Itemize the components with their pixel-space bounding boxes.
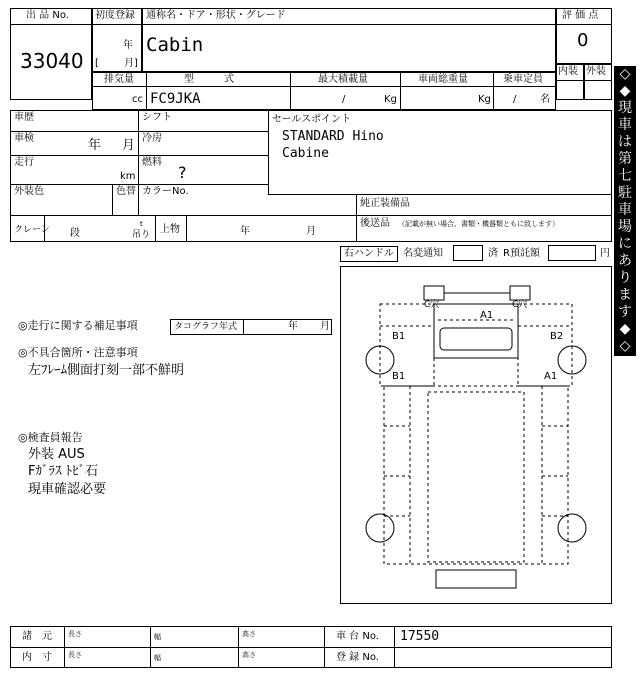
height-label: 高さ <box>242 630 256 638</box>
upper-label: 上物 <box>160 224 180 235</box>
tachograph-label: タコグラフ年式 <box>174 322 238 332</box>
reg-label: 登 録 No. <box>336 652 379 663</box>
inspector-line1: 外装 AUS <box>28 447 85 462</box>
displacement-unit: cc <box>132 94 143 105</box>
divider <box>290 72 291 110</box>
tax-mark: 済 <box>488 248 498 259</box>
divider <box>324 626 325 668</box>
divider <box>10 131 268 132</box>
name-change-field <box>453 245 483 261</box>
diagram-label-b2-right: B2 <box>550 331 564 342</box>
divider <box>356 194 612 195</box>
divider <box>243 319 244 335</box>
upper-month: 月 <box>306 226 316 237</box>
later-note: （記載が無い場合、書類・機器類ともに致します） <box>398 220 559 228</box>
inspection-month: 月 <box>122 138 136 153</box>
banner-char: 車 <box>618 117 632 133</box>
color-change-label: 色替 <box>116 186 136 197</box>
divider <box>10 215 612 216</box>
max-load-unit: Kg <box>384 94 397 105</box>
divider <box>150 626 151 668</box>
later-label: 後送品 <box>360 218 390 229</box>
tax-field <box>548 245 596 261</box>
banner-char: 場 <box>618 219 632 235</box>
banner-char: ◇ <box>619 66 631 82</box>
score-label: 評 価 点 <box>562 10 599 21</box>
diagram-label-a1-top: A1 <box>480 310 494 321</box>
inspection-label: 車検 <box>14 133 34 144</box>
tax-label: R預託額 <box>503 248 540 259</box>
banner-char: 駐 <box>618 185 632 201</box>
width-label: 幅 <box>154 654 161 662</box>
score-value: 0 <box>577 30 589 51</box>
divider <box>92 24 142 25</box>
banner-char: に <box>618 236 632 252</box>
divider <box>138 110 139 215</box>
banner-char: 七 <box>618 168 632 184</box>
divider <box>556 80 612 81</box>
first-reg-label: 初度登録 <box>95 10 135 21</box>
divider <box>10 155 268 156</box>
diagram-label-b1-lower: B1 <box>392 371 406 382</box>
banner-char: ま <box>618 287 632 303</box>
dims-label: 諸 元 <box>22 631 52 642</box>
sales-point-line1: STANDARD Hino <box>282 129 384 144</box>
name-label: 通称名・ドア・形状・グレード <box>146 10 286 21</box>
divider <box>10 647 612 648</box>
lot-number: 33040 <box>20 49 84 73</box>
exterior-label: 外装 <box>586 66 606 77</box>
gross-weight-label: 車両総重量 <box>418 74 468 85</box>
fuel-value: ? <box>178 163 187 182</box>
crane-stage: 段 <box>70 228 80 239</box>
banner-char: ◇ <box>619 338 631 354</box>
upper-year: 年 <box>240 226 250 237</box>
sales-point-line2: Cabine <box>282 146 329 161</box>
banner-char: す <box>618 304 632 320</box>
divider <box>556 24 612 25</box>
inspection-year: 年 <box>88 138 102 153</box>
inner-label: 内 寸 <box>22 652 52 663</box>
lot-label: 出 品 No. <box>26 10 69 21</box>
tax-unit: 円 <box>600 248 610 259</box>
vehicle-name: Cabin <box>146 34 204 56</box>
divider <box>146 72 147 110</box>
divider <box>155 215 156 242</box>
banner-char: り <box>618 270 632 286</box>
interior-label: 内装 <box>558 66 578 77</box>
banner-char: 車 <box>618 202 632 218</box>
max-load-value: / <box>342 94 346 105</box>
crane-ton: t <box>140 220 143 228</box>
width-label: 幅 <box>154 633 161 641</box>
chassis-value: 17550 <box>400 629 440 644</box>
ext-color-label: 外装色 <box>14 186 44 197</box>
divider <box>238 626 239 668</box>
truck-diagram <box>340 266 612 604</box>
capacity-value: / <box>513 94 517 105</box>
divider <box>394 626 395 668</box>
capacity-unit: 名 <box>540 94 550 105</box>
driving-title: ◎走行に関する補足事項 <box>18 319 138 332</box>
displacement-label: 排気量 <box>104 74 134 85</box>
inspector-line3: 現車確認必要 <box>28 482 107 497</box>
divider <box>142 24 556 25</box>
banner-char: ◆ <box>619 83 631 99</box>
crane-label: クレーン <box>14 225 50 235</box>
divider <box>493 72 494 110</box>
mileage-unit: km <box>120 171 136 182</box>
history-label: 車歴 <box>14 112 34 123</box>
divider <box>112 184 113 215</box>
divider <box>400 72 401 110</box>
divider <box>186 215 187 242</box>
divider <box>92 86 556 87</box>
divider <box>268 194 356 195</box>
divider <box>10 184 268 185</box>
banner-char: あ <box>618 253 632 269</box>
tachograph-month: 月 <box>320 321 330 332</box>
model-label: 型 式 <box>184 74 234 85</box>
capacity-label: 乗車定員 <box>503 74 543 85</box>
divider <box>268 110 269 194</box>
diagram-label-c-left: C穴 <box>424 300 440 310</box>
divider <box>10 24 92 25</box>
name-change-label: 名変通知 <box>403 248 443 259</box>
tachograph-year: 年 <box>288 321 298 332</box>
divider <box>44 215 45 242</box>
first-reg-month: 月] <box>124 58 138 69</box>
max-load-label: 最大積載量 <box>318 74 368 85</box>
banner-char: 第 <box>618 151 632 167</box>
sales-point-label: セールスポイント <box>272 114 352 125</box>
divider <box>356 194 357 242</box>
height-label: 高さ <box>242 651 256 659</box>
length-label: 長さ <box>68 651 82 659</box>
model-value: FC9JKA <box>150 91 201 107</box>
ac-label: 冷房 <box>142 133 162 144</box>
banner-char: ◆ <box>619 321 631 337</box>
mileage-label: 走行 <box>14 157 34 168</box>
fuel-label: 燃料 <box>142 157 162 168</box>
diagram-label-b1-left: B1 <box>392 331 406 342</box>
inspector-title: ◎検査員報告 <box>18 431 83 444</box>
crane-lift: 吊り <box>132 230 151 240</box>
diagram-label-c-right: C穴 <box>512 300 528 310</box>
genuine-label: 純正装備品 <box>360 198 410 209</box>
shift-label: シフト <box>142 112 172 123</box>
color-code-label: カラーNo. <box>142 186 189 197</box>
side-banner-text <box>614 66 636 356</box>
banner-char: は <box>618 134 632 150</box>
banner-char: 現 <box>618 100 632 116</box>
defect-title: ◎不具合箇所・注意事項 <box>18 346 138 359</box>
gross-weight-unit: Kg <box>478 94 491 105</box>
length-label: 長さ <box>68 630 82 638</box>
right-hand-label: 右ハンドル <box>344 248 394 259</box>
diagram-label-a1-lower: A1 <box>544 371 558 382</box>
chassis-label: 車 台 No. <box>336 631 379 642</box>
first-reg-bracket: [ <box>95 58 99 69</box>
defect-line: 左ﾌﾚｰﾑ側面打刻一部不鮮明 <box>28 363 185 378</box>
divider <box>64 626 65 668</box>
inspector-line2: Fｶﾞﾗｽ ﾄﾋﾞ石 <box>28 464 99 479</box>
first-reg-year: 年 <box>123 40 133 51</box>
